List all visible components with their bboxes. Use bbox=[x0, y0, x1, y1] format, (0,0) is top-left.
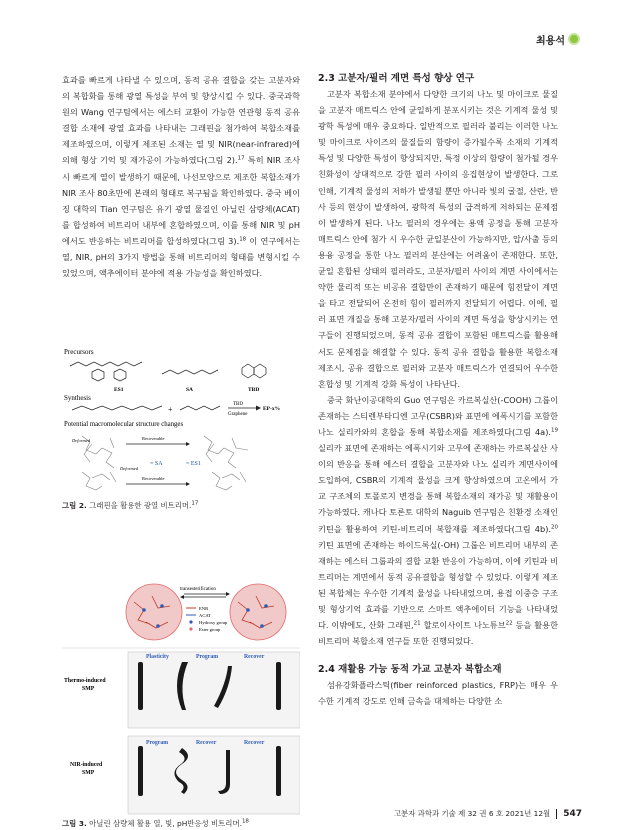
header-dot-icon bbox=[568, 33, 580, 45]
step-recover-top: Recover bbox=[244, 654, 265, 660]
journal-info: 고분자 과학과 기술 제 32 권 6 호 2021년 12월 bbox=[393, 809, 551, 818]
ref-18: 18 bbox=[239, 236, 247, 243]
deformed-label-1: Deformed bbox=[72, 438, 90, 443]
nir-label-1: NIR-induced bbox=[70, 762, 103, 768]
synthesis-product: EP-x% bbox=[263, 406, 281, 412]
right-paragraph-2: 중국 화난이공대학의 Guo 연구팀은 카르복실산(-COOH) 그룹이 존재하는 스티렌부타디엔 고무(CSBR)와 표면에 에폭시기를 포함한 나노 실리카와의 혼합을 통해 복합소재를 제조하였다(그림 4a).$^{19}$ 실리카 표면에 존재하는 에폭시기와 고무에 존재하는 카르복실산 사이의 반응을 통해 에스터 결합을 고분자와 나노 실리카 계면사이에 도입하여, CSBR의 기계적 물성을 크게 향상하였으며 고온에서 가교 구조체의 토폴로지 변경을 통해 복합소재의 재가공 및 재활용이 가능하였다. 캐나다 토론토 대학의 Naguib 연구팀은 친환경 소재인 키틴을 활용하여 키틴-비트리머 복합재를 제조하였다(그림 4b).$^{20}$ 키틴 표면에 존재하는 하이드록실(-OH) 그룹은 비트리머 내부의 존재하는 에스터 그룹과의 결합 교환 반응이 가능하며, 이에 키틴과 비트리머는 계면에서 동적 공유결합을 형성할 수 있었다. 이렇게 제조된 복합체는 우수한 기계적 물성을 나타내었으며, 용접 이중층 구조 및 형상기억 효과를 기반으로 스마트 액추에이터 기능을 나타내었다. 이밖에도, 산화 그래핀,$^{21}$ 할로이사이트 나노튜브$^{22}$ 등을 활용한 비트리머 복합소재 연구들 또한 진행되었다. bbox=[318, 394, 558, 647]
fig2-precursors-label: Precursors bbox=[64, 348, 94, 356]
figure-3-graphic bbox=[62, 578, 300, 816]
legend-enr: ENR bbox=[199, 606, 209, 611]
section-2-4-title: 2.4 재활용 가능 동적 가교 고분자 복합소재 bbox=[318, 664, 502, 676]
network-panel-4 bbox=[212, 472, 246, 490]
fig3-legend bbox=[186, 606, 228, 632]
deformed-label-2: Deformed bbox=[120, 466, 138, 471]
recoverable-label-1: Recoverable bbox=[142, 436, 165, 441]
right-paragraph-1: 고분자 복합소재 분야에서 다양한 크기의 나노 및 마이크로 물질을 고분자 매트릭스 안에 균일하게 분포시키는 것은 기계적 물성 및 광학 특성에 매우 중요하다. 일반적으로 필러라 불리는 이러한 나노 및 마이크로 사이즈의 물질들의 함량이 증가될수록 소재의 기계적 특성 및 다양한 특성이 향상되지만, 특정 이상의 함량이 첨가될 경우 친화성이 상대적으로 강한 필러 사이의 응집현상이 발생한다. 그로 인해, 기계적 물성의 저하가 발생될 뿐만 아니라 빛의 굴절, 산란, 반사 등의 현상이 발생하여, 광학적 특성의 급격하게 저하되는 문제점이 발생하게 된다. 나노 필러의 경우에는 용액 공정을 통해 고분자 매트릭스 안에 첨가 시 우수한 균일분산이 가능하지만, 압/사출 등의 용융 공정을 통한 나노 필러의 분산에는 어려움이 존재한다. 또한, 균일 혼합된 상태의 필러라도, 고분자/필러 사이의 계면 사이에서는 약한 물리적 또는 비공유 결합만이 존재하기 때문에 힘전달이 계면을 타고 전달되어 온전히 힘이 필러까지 전달되기 어렵다. 이에, 필러 표면 개질을 통해 고분자/필러 사이의 계면 특성을 향상시키는 연구들이 진행되었으며, 동적 공유 결합이 포함된 매트릭스를 활용해서도 문제점을 해결할 수 있다. 동적 공유 결합을 활용한 복합소재 제조시, 공유 결합으로 필러와 고분자 매트릭스가 연결되어 우수한 혼합성 및 기계적 강화 특성이 나타난다. bbox=[318, 89, 558, 389]
left-column bbox=[62, 72, 300, 281]
ref-17: 17 bbox=[237, 155, 245, 162]
network-circle-left bbox=[126, 584, 182, 640]
network-circle-right bbox=[230, 584, 286, 640]
thermo-label-1: Thermo-induced bbox=[64, 678, 106, 684]
figure-2 bbox=[62, 344, 300, 494]
network-panel-3 bbox=[82, 472, 116, 490]
transesterification-label: transesterification bbox=[180, 587, 216, 592]
left-paragraph: 효과를 빠르게 나타낼 수 있으며, 동적 공유 결합을 갖는 고분자와의 복합화를 통해 광열 특성을 부여 및 향상시킬 수 있다. 중국과학원의 Wang 연구팀에서는 에스터 교환이 가능한 연관형 동적 공유 결합 소재에 광열 효과를 나타내는 그래핀을 첨가하여 복합소재를 제조하였으며, 이렇게 제조된 소재는 열 및 NIR(near-infrared)에 의해 형상 기억 및 재가공이 가능하였다(그림 2).$^{17}$ 특히 NIR 조사 시 빠르게 열이 발생하기 때문에, 나선모양으로 제조한 복합소재가 NIR 조사 80초만에 본래의 형태로 복구됨을 확인하였다. 중국 베이징 대학의 Tian 연구팀은 유기 광열 물질인 아닐린 삼량체(ACAT)를 합성하여 비트리머 내부에 혼합하였으며, 이를 통해 NIR 및 pH에서도 반응하는 비트리머를 합성하였다(그림 3).$^{18}$ 이 연구에서는 열, NIR, pH의 3가지 방법을 통해 비트리머의 형태를 변형시킬 수 있었으며, 액추에이터 분야에 적용 가능성을 확인하였다. bbox=[62, 75, 300, 279]
nir-label-2: SMP bbox=[82, 770, 95, 776]
legend-es1: = ES1 bbox=[186, 461, 201, 467]
page-number: 547 bbox=[556, 809, 582, 819]
header-author bbox=[536, 32, 580, 47]
step-recover-bottom-2: Recover bbox=[244, 740, 265, 746]
step-recover-bottom-1: Recover bbox=[196, 740, 217, 746]
tbd-molecule bbox=[242, 364, 266, 378]
legend-ester: Ester group bbox=[199, 627, 221, 632]
author-name: 최용석 bbox=[536, 36, 565, 47]
figure-2-graphic bbox=[62, 344, 300, 494]
fig2-synthesis-label: Synthesis bbox=[64, 394, 91, 402]
network-panel-2 bbox=[204, 436, 248, 468]
legend-acat: ACAT bbox=[199, 613, 211, 618]
synthesis-plus: + bbox=[168, 405, 173, 414]
step-program-bottom: Program bbox=[146, 740, 169, 746]
synthesis-tbd: TBD bbox=[233, 402, 243, 407]
sa-label: SA bbox=[186, 387, 194, 393]
step-program-top: Program bbox=[196, 654, 219, 660]
thermo-label-2: SMP bbox=[82, 686, 95, 692]
figure-2-caption: 그림 2. 그래핀을 활용한 광열 비트리머.$^{17}$ bbox=[62, 500, 199, 510]
legend-hydroxy: Hydroxy group bbox=[199, 620, 228, 625]
figure-3-caption: 그림 3. 아닐린 삼량체 활용 열, 빛, pH반응성 비트리머.$^{18}$ bbox=[62, 818, 249, 828]
step-plasticity: Plasticity bbox=[146, 654, 169, 660]
sa-molecule bbox=[162, 370, 218, 374]
fig2-potential-label: Potential macromolecular structure changes bbox=[64, 421, 184, 428]
recoverable-label-2: Recoverable bbox=[142, 476, 165, 481]
legend-sa: = SA bbox=[150, 461, 163, 467]
right-paragraph-3: 섬유강화플라스틱(fiber reinforced plastics, FRP)는 매우 우수한 기계적 강도로 인해 금속을 대체하는 다양한 소 bbox=[318, 680, 558, 707]
synthesis-graphene: Graphene bbox=[228, 412, 248, 417]
tbd-label: TBD bbox=[248, 387, 260, 393]
es1-label: ES1 bbox=[114, 387, 124, 393]
es1-molecule bbox=[70, 362, 142, 381]
synthesis-molecules bbox=[72, 406, 220, 410]
right-column bbox=[318, 72, 558, 709]
figure-3 bbox=[62, 578, 300, 823]
page-footer bbox=[394, 808, 582, 819]
section-2-3-title: 2.3 고분자/필러 계면 특성 향상 연구 bbox=[318, 73, 475, 84]
